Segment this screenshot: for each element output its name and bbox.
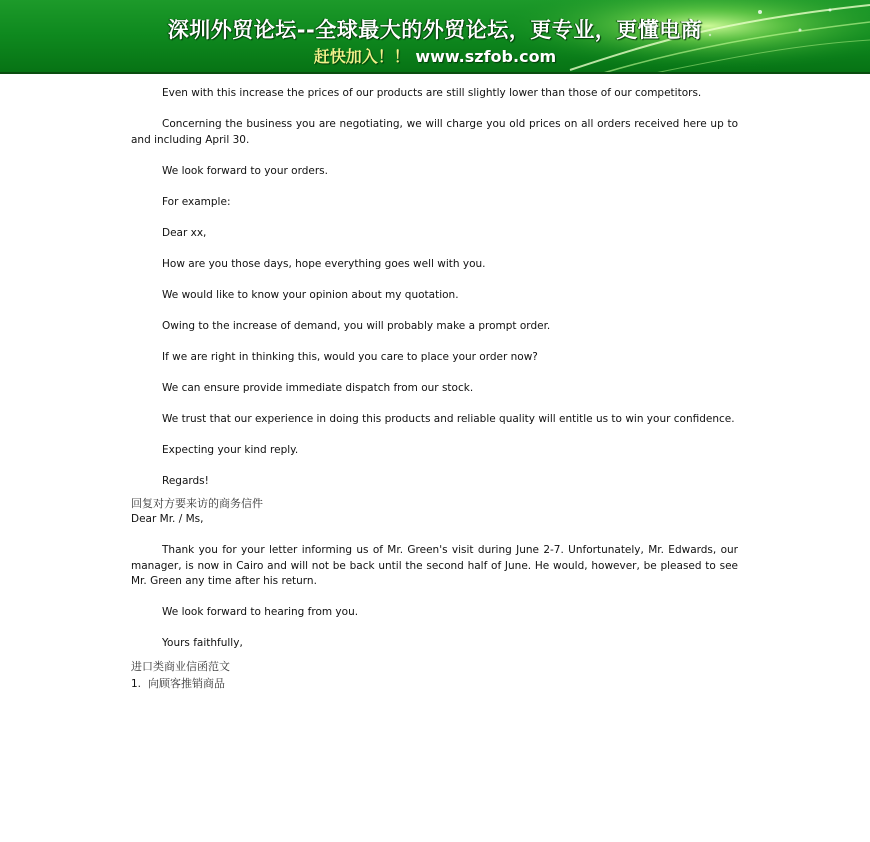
banner-url-link[interactable]: www.szfob.com <box>415 47 557 66</box>
paragraph: We trust that our experience in doing this products and reliable quality will entitle us to win your confidence. <box>162 412 735 425</box>
paragraph: Thank you for your letter informing us of Mr. Green's visit during June 2-7. Unfortunately, Mr. Edwards, our manager, is now in Cairo and will not be back until the second half of June. He would, however, be pleased to see Mr. Green any time after his return. <box>131 544 738 587</box>
paragraph: Concerning the business you are negotiating, we will charge you old prices on all orders received here up to and including April 30. <box>131 118 738 146</box>
paragraph: For example: <box>162 195 231 208</box>
list-item-text: 向顾客推销商品 <box>148 676 226 690</box>
paragraph: If we are right in thinking this, would you care to place your order now? <box>162 350 538 363</box>
section-heading: 回复对方要来访的商务信件 <box>131 497 263 510</box>
paragraph: We can ensure provide immediate dispatch from our stock. <box>162 381 474 394</box>
list-item <box>131 675 738 693</box>
list-item-number: 1. <box>131 677 142 690</box>
banner-title: 深圳外贸论坛--全球最大的外贸论坛，更专业，更懂电商 <box>167 18 703 42</box>
banner-join-text: 赶快加入！！ <box>313 47 410 66</box>
sign-off: Regards! <box>162 474 209 487</box>
document-body <box>131 86 738 693</box>
closing-line: We look forward to hearing from you. <box>162 606 359 618</box>
salutation: Dear Mr. / Ms, <box>131 513 204 525</box>
paragraph: We look forward to your orders. <box>162 164 328 177</box>
paragraph: Owing to the increase of demand, you will probably make a prompt order. <box>162 319 551 332</box>
closing-line: Expecting your kind reply. <box>162 443 299 456</box>
salutation: Dear xx, <box>162 226 207 239</box>
banner-border <box>0 72 870 74</box>
sign-off: Yours faithfully, <box>162 637 243 649</box>
paragraph: We would like to know your opinion about my quotation. <box>162 288 459 301</box>
paragraph: Even with this increase the prices of our products are still slightly lower than those of our competitors. <box>162 87 702 99</box>
section-heading: 进口类商业信函范文 <box>131 659 230 673</box>
paragraph: How are you those days, hope everything goes well with you. <box>162 257 486 270</box>
banner-subtitle <box>0 44 870 67</box>
header-banner <box>0 0 870 74</box>
